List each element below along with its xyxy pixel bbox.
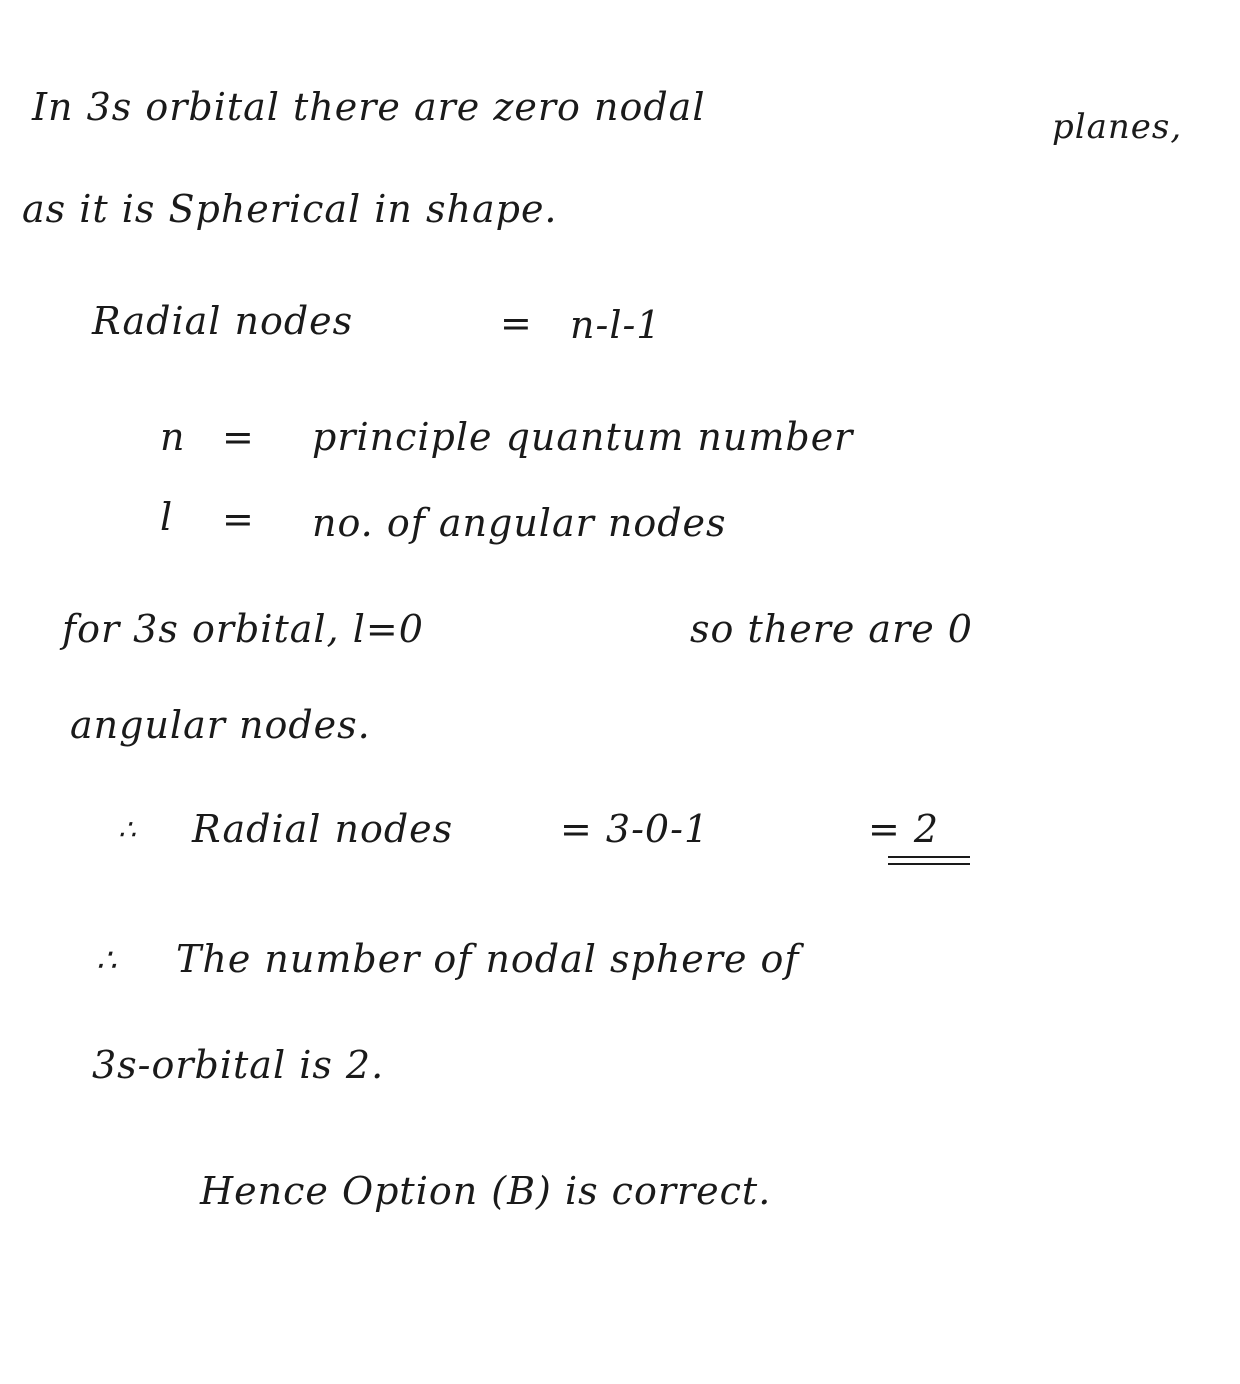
definition-l-text: no. of angular nodes xyxy=(312,501,727,545)
result-underline-1 xyxy=(888,856,970,858)
formula-rhs: n-l-1 xyxy=(570,303,662,347)
calc-label: Radial nodes xyxy=(192,807,454,851)
conclusion-line-1: The number of nodal sphere of xyxy=(176,937,800,981)
definition-n-text: principle quantum number xyxy=(312,415,854,459)
conclusion-line-2: 3s-orbital is 2. xyxy=(92,1043,385,1087)
formula-equals: = xyxy=(500,301,533,345)
case-line-a: for 3s orbital, l=0 xyxy=(62,607,424,651)
result-underline-2 xyxy=(888,863,970,865)
calc-result: = 2 xyxy=(868,807,940,851)
formula-label: Radial nodes xyxy=(92,299,354,343)
intro-line-1 xyxy=(32,85,706,129)
intro-line-2: as it is Spherical in shape. xyxy=(22,187,558,231)
definition-n-symbol: n xyxy=(160,415,186,459)
definition-l-equals: = xyxy=(222,497,255,541)
therefore-symbol-2: ∴ xyxy=(96,941,118,979)
case-line-angular: angular nodes. xyxy=(70,703,371,747)
definition-n-equals: = xyxy=(222,415,255,459)
definition-l-symbol: l xyxy=(160,495,174,539)
intro-line-1-end: planes, xyxy=(1052,107,1183,147)
calc-expression: = 3-0-1 xyxy=(560,807,710,851)
intro-line-1-text: In 3s orbital there are zero nodal xyxy=(32,85,706,129)
case-line-b: so there are 0 xyxy=(690,607,973,651)
final-answer: Hence Option (B) is correct. xyxy=(200,1169,772,1213)
therefore-symbol-1: ∴ xyxy=(118,813,137,846)
